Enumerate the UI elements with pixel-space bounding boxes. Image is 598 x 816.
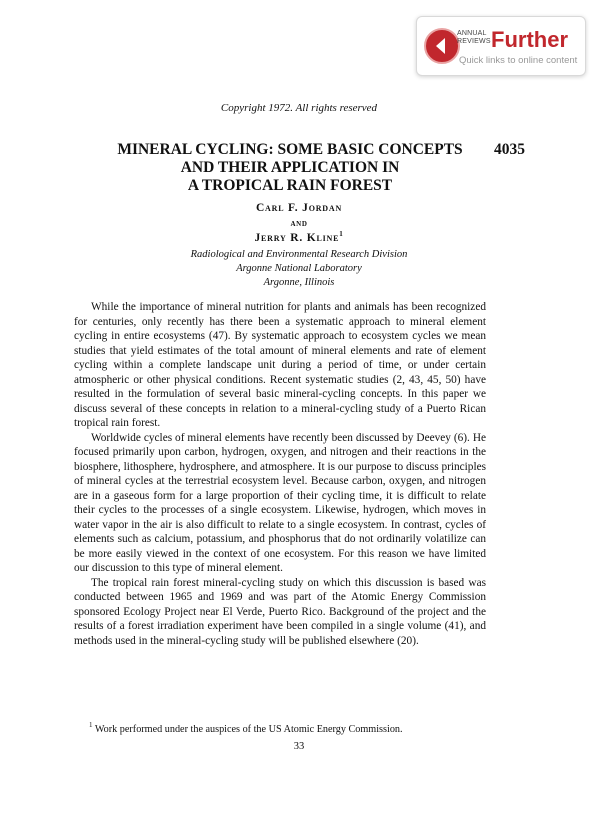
author-footnote-mark: 1 — [339, 230, 344, 238]
affiliation-division: Radiological and Environmental Research Division — [190, 249, 408, 260]
article-title: MINERAL CYCLING: SOME BASIC CONCEPTS AND THEIR APPLICATION IN A TROPICAL RAIN FOREST — [117, 141, 463, 194]
publisher-name — [457, 30, 491, 46]
page-number: 33 — [293, 741, 305, 752]
affiliation-location: Argonne, Illinois — [263, 277, 335, 288]
article-number: 4035 — [494, 141, 525, 158]
publisher-line-annual: ANNUAL — [457, 30, 487, 37]
paragraph-3: The tropical rain forest mineral-cycling study on which this discussion is based was conducted between 1965 and 1969 and was part of the Atomic Energy Commission sponsored Ecology Project near El Verde, Puerto Rico. Background of the project and the results of a forest irradiation experiment have been compiled in a single volume (41), and methods used in the mineral-cycling study will be published elsewhere (20). — [74, 576, 486, 647]
further-banner[interactable] — [416, 16, 586, 76]
author-jordan: Carl F. Jordan — [255, 202, 343, 214]
footnote-text: Work performed under the auspices of the US Atomic Energy Commission. — [94, 724, 403, 735]
further-title[interactable]: Further — [491, 27, 568, 52]
further-subtitle: Quick links to online content — [459, 55, 578, 66]
author-kline — [0, 231, 598, 245]
author-kline-name: Jerry R. Kline — [254, 232, 340, 244]
affiliation-laboratory: Argonne National Laboratory — [236, 263, 362, 274]
author-separator: AND — [290, 220, 308, 228]
footnote — [74, 723, 486, 736]
paragraph-1: While the importance of mineral nutrition for plants and animals has been recognized for centuries, only recently has there been a systematic approach to mineral element cycling in entire ecosystems (47). By systematic approach to ecosystem cycles we mean studies that yield estimates of the total amount of mineral elements and rate of element cycling within a complete landscape unit during a period of time, or under certain atmospheric or other physical conditions. Recent systematic studies (2, 43, 45, 50) have resulted in the formulation of several basic mineral-cycling concepts. In this paper we discuss several of these concepts in relation to a mineral-cycling study of a Puerto Rican tropical rain forest. — [74, 301, 486, 429]
paragraph-2: Worldwide cycles of mineral elements have recently been discussed by Deevey (6). He focused primarily upon carbon, hydrogen, oxygen, and nitrogen and their reactions in the biosphere, lithosphere, hydrosphere, and atmosphere. It is our purpose to discuss principles of mineral cycles at the terrestrial ecosystem level. Because carbon, oxygen, and nitrogen are in a gaseous form for a large proportion of their cycling time, it is difficult to relate their cycles to the processes of a single ecosystem. Likewise, hydrogen, which moves in water vapor in the air is also difficult to relate to a single ecosystem. In contrast, cycles of elements such as calcium, potassium, and phosphorus that do not ordinarily volatilize can be more easily viewed in the context of one ecosystem. For this reason we have limited our discussion to this type of mineral element. — [74, 431, 486, 574]
article-body — [74, 300, 486, 648]
footnote-mark: 1 — [89, 721, 93, 729]
publisher-line-reviews: REVIEWS — [457, 38, 491, 45]
copyright-notice: Copyright 1972. All rights reserved — [220, 102, 378, 114]
annual-reviews-logo-icon — [423, 27, 461, 65]
